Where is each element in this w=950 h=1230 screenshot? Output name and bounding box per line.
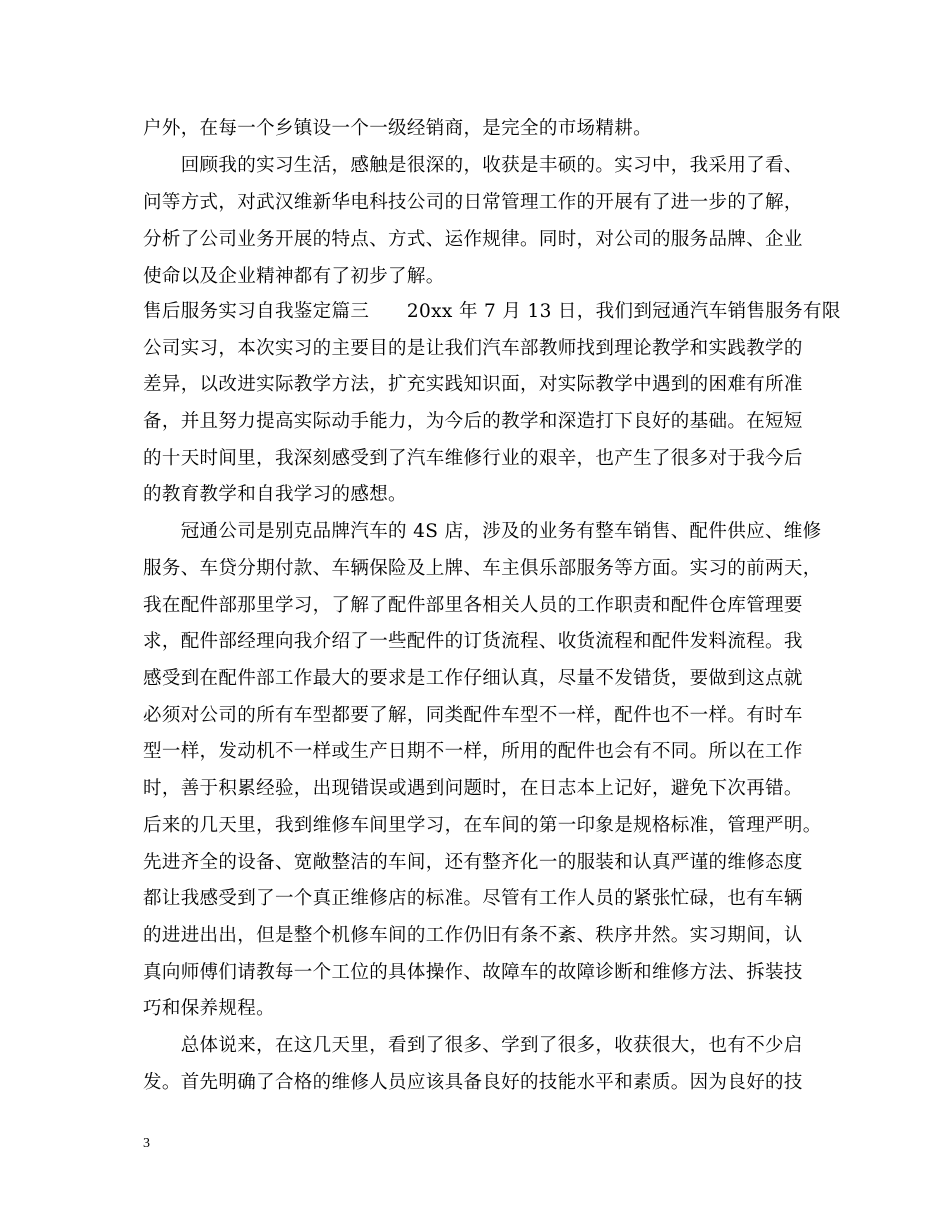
text-line: 售后服务实习自我鉴定篇三 20xx 年 7 月 13 日，我们到冠通汽车销售服务有限 [143,301,841,322]
text-line: 问等方式，对武汉维新华电科技公司的日常管理工作的开展有了进一步的了解， [143,192,803,213]
text-line: 回顾我的实习生活，感触是很深的，收获是丰硕的。实习中，我采用了看、 [143,155,803,176]
text-line: 的进进出出，但是整个机修车间的工作仍旧有条不紊、秩序井然。实习期间，认 [143,925,803,946]
text-line: 巧和保养规程。 [143,998,275,1019]
text-line: 求，配件部经理向我介绍了一些配件的订货流程、收货流程和配件发料流程。我 [143,631,803,652]
text-line: 分析了公司业务开展的特点、方式、运作规律。同时，对公司的服务品牌、企业 [143,229,803,250]
text-line: 我在配件部那里学习，了解了配件部里各相关人员的工作职责和配件仓库管理要 [143,595,803,616]
text-line: 必须对公司的所有车型都要了解，同类配件车型不一样，配件也不一样。有时车 [143,705,803,726]
text-line: 都让我感受到了一个真正维修店的标准。尽管有工作人员的紧张忙碌，也有车辆 [143,888,803,909]
text-line: 真向师傅们请教每一个工位的具体操作、故障车的故障诊断和维修方法、拆装技 [143,962,803,983]
text-line: 的十天时间里，我深刻感受到了汽车维修行业的艰辛，也产生了很多对于我今后 [143,448,803,469]
text-line: 使命以及企业精神都有了初步了解。 [143,266,445,287]
text-line: 差异，以改进实际教学方法，扩充实践知识面，对实际教学中遇到的困难有所准 [143,374,803,395]
text-line: 时，善于积累经验，出现错误或遇到问题时，在日志本上记好，避免下次再错。 [143,778,803,799]
text-line: 感受到在配件部工作最大的要求是工作仔细认真，尽量不发错货，要做到这点就 [143,668,803,689]
text-line: 公司实习，本次实习的主要目的是让我们汽车部教师找到理论教学和实践教学的 [143,338,803,359]
text-line: 发。首先明确了合格的维修人员应该具备良好的技能水平和素质。因为良好的技 [143,1072,803,1093]
text-line: 总体说来，在这几天里，看到了很多、学到了很多，收获很大，也有不少启 [143,1035,803,1056]
text-line: 先进齐全的设备、宽敞整洁的车间，还有整齐化一的服装和认真严谨的维修态度 [143,852,803,873]
text-line: 冠通公司是别克品牌汽车的 4S 店，涉及的业务有整车销售、配件供应、维修 [143,521,822,542]
text-line: 户外，在每一个乡镇设一个一级经销商，是完全的市场精耕。 [143,118,652,139]
text-line: 备，并且努力提高实际动手能力，为今后的教学和深造打下良好的基础。在短短 [143,411,803,432]
text-line: 型一样，发动机不一样或生产日期不一样，所用的配件也会有不同。所以在工作 [143,741,803,762]
text-line: 后来的几天里，我到维修车间里学习，在车间的第一印象是规格标准，管理严明。 [143,815,822,836]
page-number: 3 [143,1136,150,1151]
text-line: 的教育教学和自我学习的感想。 [143,484,407,505]
text-line: 服务、车贷分期付款、车辆保险及上牌、车主俱乐部服务等方面。实习的前两天， [143,558,822,579]
